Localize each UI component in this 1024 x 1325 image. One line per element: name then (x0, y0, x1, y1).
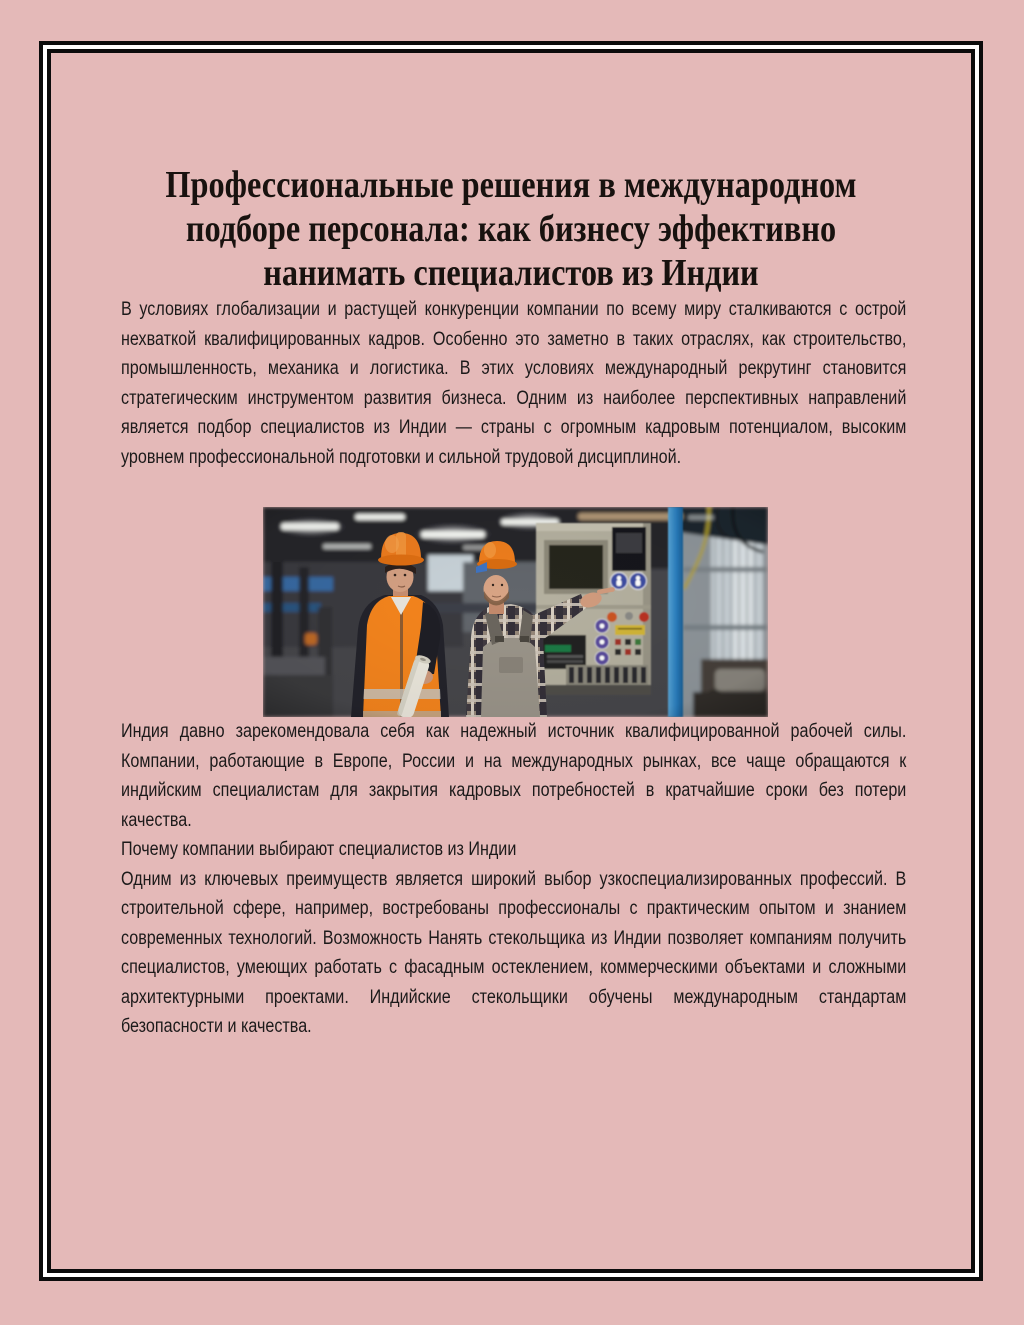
factory-workers-illustration (263, 507, 768, 717)
article-photo (263, 507, 768, 717)
article-title-line: нанимать специалистов из Индии (263, 252, 759, 294)
article-title-line: Профессиональные решения в международном (165, 164, 857, 206)
page-content-area (47, 49, 975, 1273)
advantages-paragraph: Одним из ключевых преимуществ является широкий выбор узкоспециализированных профессий. В строительной сфере, например, востребованы профессионалы с практическим опытом и знанием современных технологий. Возможность Нанять стекольщика из Индии позволяет компаниям получить специалистов, умеющих работать с фасадным остеклением, коммерческими объектами и сложными архитектурными проектами. Индийские стекольщики обучены международным стандартам безопасности и качества. (121, 868, 907, 1037)
india-paragraph: Индия давно зарекомендовала себя как надежный источник квалифицированной рабочей силы. Компании, работающие в Европе, России и на международных рынках, все чаще обращаются к индийским специалистам для закрытия кадровых потребностей в кратчайшие сроки без потери качества. (121, 721, 907, 831)
article-title-line: подборе персонала: как бизнесу эффективно (185, 208, 837, 250)
subheading: Почему компании выбирают специалистов из Индии (121, 839, 517, 860)
page-border-frame (39, 41, 983, 1281)
intro-paragraph: В условиях глобализации и растущей конкуренции компании по всему миру сталкиваются с острой нехваткой квалифицированных кадров. Особенно это заметно в таких отраслях, как строительство, промышленность, механика и логистика. В этих условиях международный рекрутинг становится стратегическим инструментом развития бизнеса. Одним из наиболее перспективных направлений является подбор специалистов из Индии — страны с огромным кадровым потенциалом, высоким уровнем профессиональной подготовки и сильной трудовой дисциплиной. (121, 299, 907, 468)
article-title (51, 163, 971, 295)
